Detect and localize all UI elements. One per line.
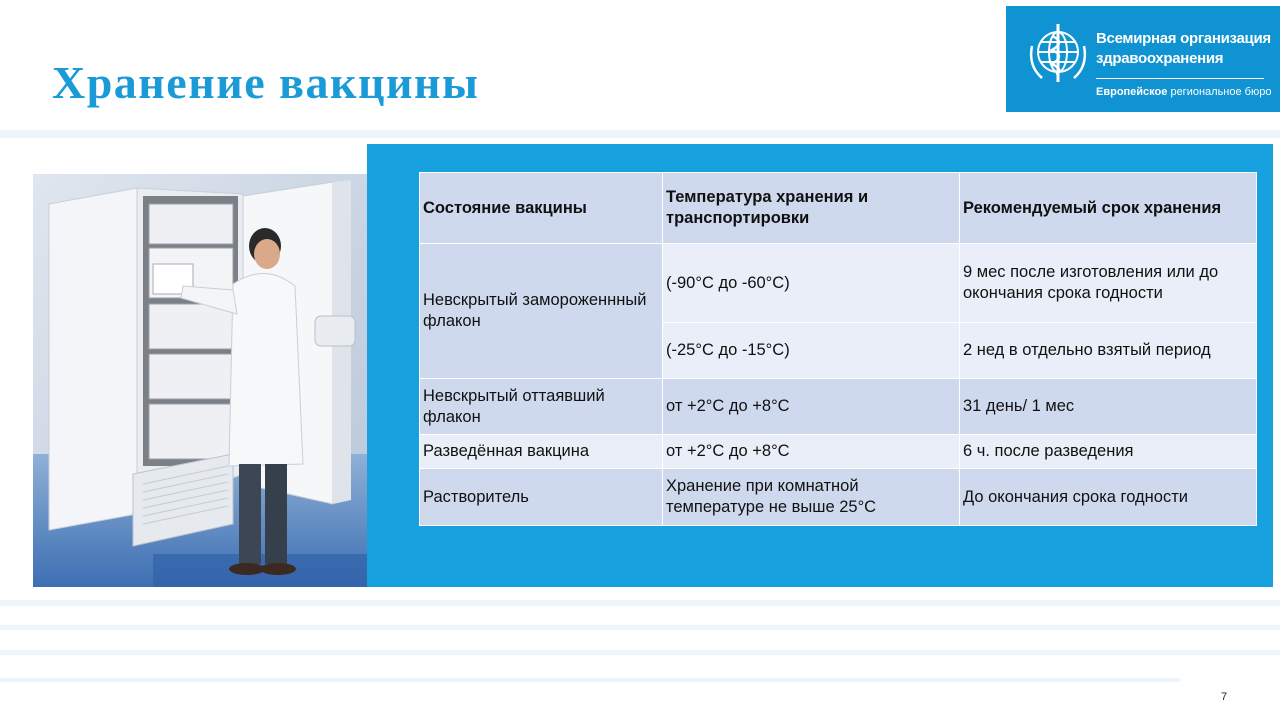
cell-state: Разведённая вакцина <box>420 435 663 469</box>
cell-state: Растворитель <box>420 469 663 526</box>
logo-region <box>1096 86 1271 98</box>
cell-term: 6 ч. после разведения <box>960 435 1257 469</box>
cell-temperature: от +2°C до +8°C <box>663 435 960 469</box>
logo-name-line2: здравоохранения <box>1096 50 1224 67</box>
logo-region-bold: Европейское <box>1096 86 1168 98</box>
header-storage-term: Рекомендуемый срок хранения <box>960 173 1257 244</box>
cell-temperature: Хранение при комнатной температуре не выше 25°C <box>663 469 960 526</box>
cell-term: 2 нед в отдельно взятый период <box>960 323 1257 379</box>
table-row <box>420 244 1257 323</box>
cell-state: Невскрытый оттаявший флакон <box>420 379 663 435</box>
table-row <box>420 435 1257 469</box>
cell-term: 9 мес после изготовления или до окончания срока годности <box>960 244 1257 323</box>
slide-title: Хранение вакцины <box>52 57 480 108</box>
logo-divider <box>1096 78 1264 79</box>
page-number: 7 <box>1221 691 1228 703</box>
header-temperature: Температура хранения и транспортировки <box>663 173 960 244</box>
vaccine-storage-table <box>419 172 1257 526</box>
cell-temperature: от +2°C до +8°C <box>663 379 960 435</box>
logo-region-rest: региональное бюро <box>1167 86 1272 98</box>
cell-temperature: (-25°C до -15°C) <box>663 323 960 379</box>
header-vaccine-state: Состояние вакцины <box>420 173 663 244</box>
freezer-photo <box>33 174 367 587</box>
cell-state: Невскрытый замороженнный флакон <box>420 244 663 379</box>
cell-temperature: (-90°C до -60°C) <box>663 244 960 323</box>
table-header-row <box>420 173 1257 244</box>
table-row <box>420 469 1257 526</box>
cell-term: До окончания срока годности <box>960 469 1257 526</box>
who-emblem-icon <box>1022 16 1098 92</box>
who-europe-logo <box>1006 6 1280 112</box>
cell-term: 31 день/ 1 мес <box>960 379 1257 435</box>
table-row <box>420 379 1257 435</box>
logo-name-line1: Всемирная организация <box>1096 30 1271 47</box>
